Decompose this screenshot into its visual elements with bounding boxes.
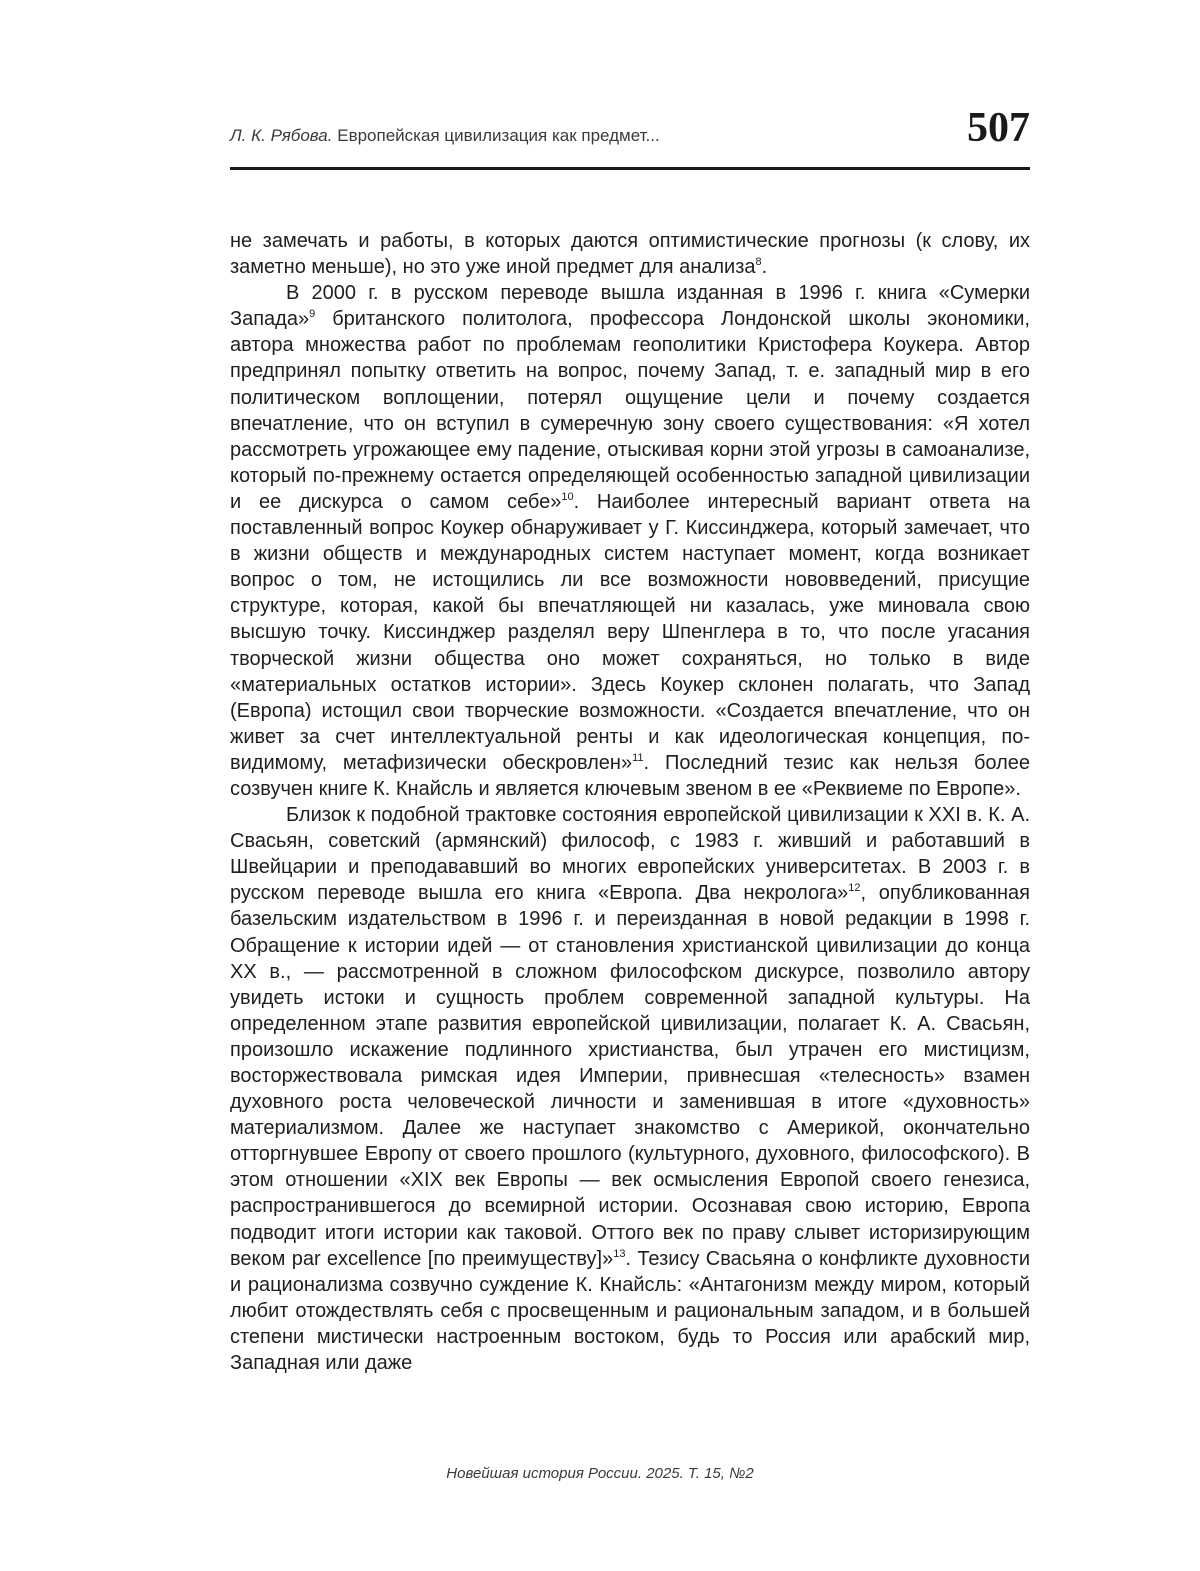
footnote-ref-8[interactable]: 8 (755, 256, 762, 269)
header-article-title: Европейская цивилизация как предмет... (337, 126, 660, 145)
article-body (230, 228, 1030, 1376)
running-header (230, 104, 1030, 164)
paragraph-1 (230, 228, 1030, 280)
text-run: . (761, 256, 768, 279)
running-title (230, 126, 660, 146)
text-run: не замечать и работы, в которых даются оптимистические прогнозы (к слову, их заметно меньше), но это уже иной предмет для анализа (230, 230, 1030, 279)
footnote-ref-10[interactable]: 10 (561, 490, 574, 503)
header-author: Л. К. Рябова. (230, 126, 333, 145)
text-run: Близок к подобной трактовке состояния европейской цивилизации к XXI в. К. А. Свасьян, советский (армянский) философ, с 1983 г. живший и работавший в Швейцарии и преподававший во многих европейских университетах. В 2003 г. в русском переводе вышла его книга «Европа. Два некролога» (230, 804, 1030, 905)
footnote-ref-11[interactable]: 11 (632, 751, 644, 764)
text-run: В 2000 г. в русском переводе вышла изданная в 1996 г. книга «Сумерки Запада» (230, 282, 1030, 331)
paragraph-2 (230, 280, 1030, 802)
text-run: , опубликованная базельским издательством в 1996 г. и переизданная в новой редакции в 1998 г. Обращение к истории идей — от становления христианской цивилизации до конца XX в., — рассмотренной в сложном философском дискурсе, позволило автору увидеть истоки и сущность проблем современной западной культуры. На определенном этапе развития европейской цивилизации, полагает К. А. Свасьян, произошло искажение подлинного христианства, был утрачен его мистицизм, восторжествовала римская идея Империи, привнесшая «телесность» взамен духовного роста человеческой личности и заменившая в итоге «духовность» материализмом. Далее же наступает знакомство с Америкой, окончательно отторгнувшее Европу от своего прошлого (культурного, духовного, философского). В этом отношении «XIX век Европы — век осмысления Европой своего генезиса, распространившегося до всемирной истории. Осознавая свою историю, Европа подводит итоги истории как таковой. Оттого век по праву слывет историзирующим веком par excellence [по преимуществу]» (230, 882, 1030, 1270)
header-divider (230, 167, 1030, 170)
footnote-ref-13[interactable]: 13 (613, 1247, 626, 1260)
journal-footer: Новейшая история России. 2025. Т. 15, №2 (446, 1465, 754, 1482)
page-number: 507 (967, 105, 1030, 151)
text-run: . Последний тезис как нельзя более созвучен книге К. Кнайсль и является ключевым звеном в ее «Реквиеме по Европе». (230, 751, 1030, 800)
text-run: британского политолога, профессора Лондонской школы экономики, автора множества работ по проблемам геополитики Кристофера Коукера. Автор предпринял попытку ответить на вопрос, почему Запад, т. е. западный мир в его политическом воплощении, потерял ощущение цели и почему создается впечатление, что он вступил в сумеречную зону своего существования: «Я хотел рассмотреть угрожающее ему падение, отыскивая корни этой угрозы в самоанализе, который по-прежнему остается определяющей особенностью западной цивилизации и ее дискурса о самом себе» (230, 308, 1030, 513)
paragraph-3 (230, 802, 1030, 1376)
text-run: . Тезису Свасьяна о конфликте духовности и рационализма созвучно суждение К. Кнайсль: «Антагонизм между миром, который любит отождествлять себя с просвещенным и рациональным западом, и в большей степени мистически настроенным востоком, будь то Россия или арабский мир, Западная или даже (230, 1247, 1030, 1375)
footnote-ref-9[interactable]: 9 (309, 308, 316, 321)
footnote-ref-12[interactable]: 12 (848, 882, 861, 895)
text-run: . Наиболее интересный вариант ответа на поставленный вопрос Коукер обнаруживает у Г. Киссинджера, который замечает, что в жизни обществ и международных систем наступает момент, когда возникает вопрос о том, не истощились ли все возможности нововведений, присущие структуре, которая, какой бы впечатляющей ни казалась, уже миновала свою высшую точку. Киссинджер разделял веру Шпенглера в то, что после угасания творческой жизни общества оно может сохраняться, но только в виде «материальных остатков истории». Здесь Коукер склонен полагать, что Запад (Европа) истощил свои творческие возможности. «Создается впечатление, что он живет за счет интеллектуальной ренты и как идеологическая концепция, по-видимому, метафизически обескровлен» (230, 490, 1030, 774)
